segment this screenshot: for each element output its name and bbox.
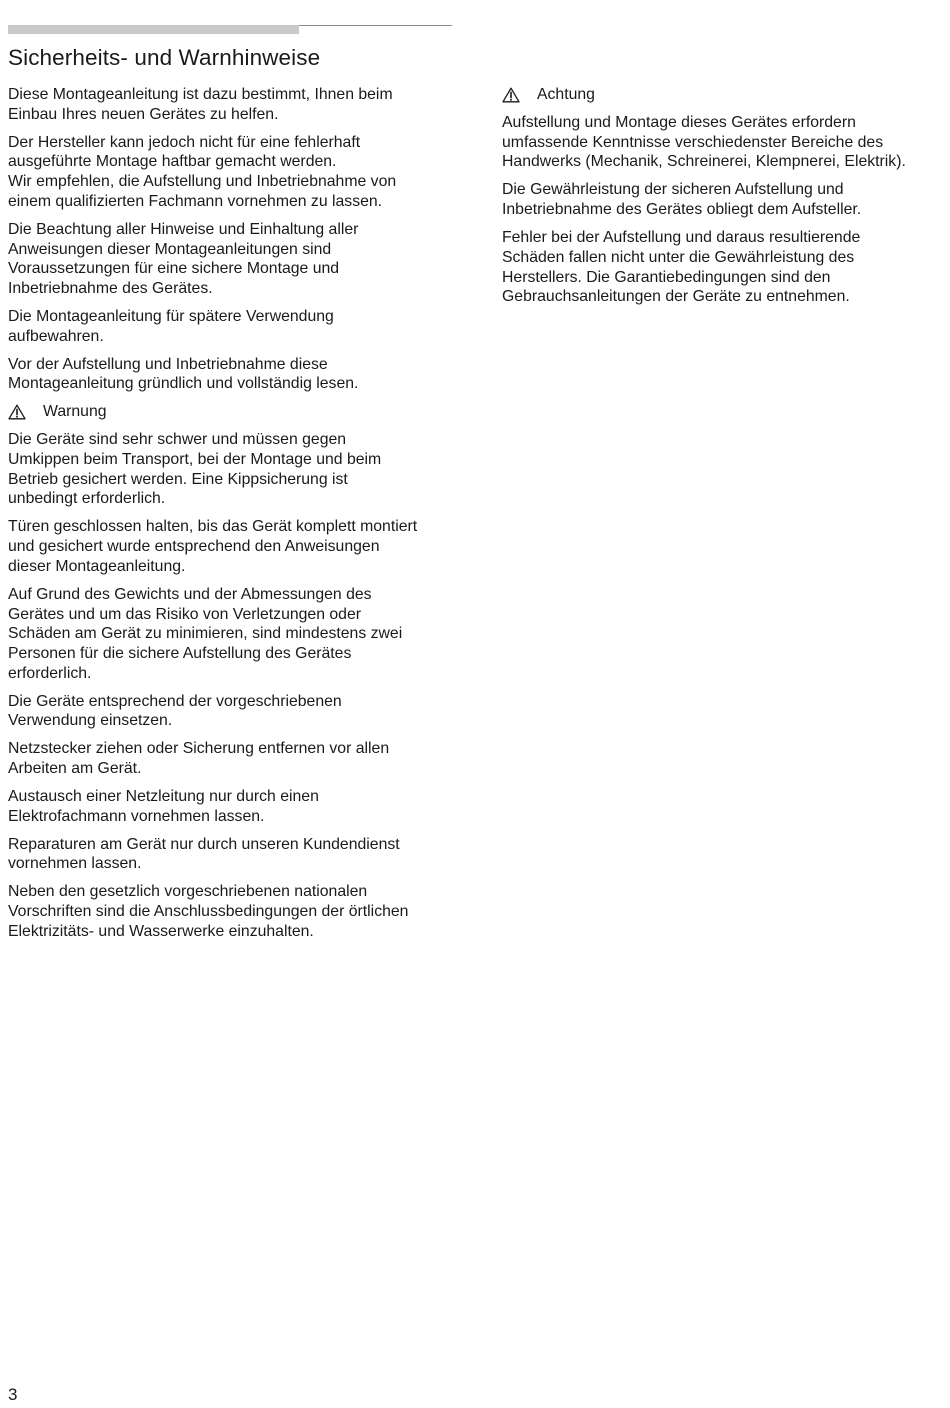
intro-paragraph [8,307,456,346]
intro-paragraph [8,85,456,124]
text-line: Elektrofachmann vornehmen lassen. [8,807,265,825]
text-line: erforderlich. [8,664,92,682]
text-line: Fehler bei der Aufstellung und daraus resultierende [502,229,861,247]
intro-paragraph [8,220,456,299]
text-line: umfassende Kenntnisse verschiedenster Bereiche des [502,133,884,151]
intro-section [8,85,456,394]
caution-paragraph [502,180,942,219]
text-line: Herstellers. Die Garantiebedingungen sind den [502,268,831,286]
text-line: Personen für die sichere Aufstellung des Gerätes [8,644,352,662]
text-line: Inbetriebnahme des Gerätes. [8,279,213,297]
text-line: Neben den gesetzlich vorgeschriebenen nationalen [8,883,368,901]
text-line: Gebrauchsanleitungen der Geräte zu entnehmen. [502,288,850,306]
left-column [8,85,456,950]
text-line: Die Montageanleitung für spätere Verwendung [8,307,334,325]
warning-paragraph [8,882,456,941]
text-line: Austausch einer Netzleitung nur durch einen [8,788,319,806]
warning-section [8,430,456,941]
text-line: Diese Montageanleitung ist dazu bestimmt, Ihnen beim [8,86,393,103]
caution-paragraph [502,113,942,172]
text-line: Türen geschlossen halten, bis das Gerät komplett montiert [8,518,418,536]
warning-triangle-icon [502,87,520,103]
page-title: Sicherheits- und Warnhinweise [8,45,321,70]
intro-paragraph [8,355,456,394]
text-line: einem qualifizierten Fachmann vornehmen zu lassen. [8,192,383,210]
text-line: Schäden am Gerät zu minimieren, sind mindestens zwei [8,625,403,643]
warning-paragraph [8,835,456,874]
text-line: aufbewahren. [8,327,104,345]
text-line: Inbetriebnahme des Gerätes obliegt dem Aufsteller. [502,201,862,219]
text-line: Anweisungen dieser Montageanleitungen sind [8,240,332,258]
text-line: Gerätes und um das Risiko von Verletzungen oder [8,605,362,623]
text-line: Auf Grund des Gewichts und der Abmessungen des [8,585,372,603]
text-line: Netzstecker ziehen oder Sicherung entfernen vor allen [8,740,390,758]
warning-triangle-icon [8,404,26,420]
text-line: vornehmen lassen. [8,855,142,873]
text-line: Der Hersteller kann jedoch nicht für eine fehlerhaft [8,133,361,151]
warning-paragraph [8,585,456,684]
warning-paragraph [8,787,456,826]
text-line: Handwerks (Mechanik, Schreinerei, Klempnerei, Elektrik). [502,153,906,171]
warning-paragraph [8,430,456,509]
warning-paragraph [8,517,456,576]
text-line: Voraussetzungen für eine sichere Montage und [8,260,340,278]
text-line: Arbeiten am Gerät. [8,760,142,778]
caution-heading [502,85,942,105]
text-line: Wir empfehlen, die Aufstellung und Inbetriebnahme von [8,173,397,191]
right-column [502,85,942,315]
intro-paragraph [8,133,456,212]
text-line: und gesichert wurde entsprechend den Anweisungen [8,538,380,556]
caution-paragraph [502,228,942,307]
caution-section [502,113,942,307]
text-line: Vorschriften sind die Anschlussbedingungen der örtlichen [8,903,409,921]
text-line: Verwendung einsetzen. [8,712,173,730]
text-line: Die Geräte sind sehr schwer und müssen gegen [8,431,347,449]
text-line: Schäden fallen nicht unter die Gewährleistung des [502,248,855,266]
warning-paragraph [8,692,456,731]
text-line: Einbau Ihres neuen Gerätes zu helfen. [8,105,279,123]
warning-paragraph [8,739,456,778]
page-number: 3 [8,1385,18,1404]
text-line: Elektrizitäts- und Wasserwerke einzuhalten. [8,922,314,940]
text-line: dieser Montageanleitung. [8,557,186,575]
text-line: Vor der Aufstellung und Inbetriebnahme diese [8,355,328,373]
header-bar [8,25,299,34]
text-line: Umkippen beim Transport, bei der Montage und beim [8,451,382,469]
text-line: Betrieb gesichert werden. Eine Kippsicherung ist [8,470,348,488]
text-line: unbedingt erforderlich. [8,490,166,508]
text-line: Aufstellung und Montage dieses Gerätes erfordern [502,113,856,131]
text-line: ausgeführte Montage haftbar gemacht werden. [8,153,337,171]
text-line: Montageanleitung gründlich und vollständig lesen. [8,375,359,393]
text-line: Die Geräte entsprechend der vorgeschriebenen [8,692,342,710]
warning-heading [8,402,456,422]
warning-label: Warnung [43,403,107,421]
text-line: Reparaturen am Gerät nur durch unseren Kundendienst [8,835,400,853]
caution-label: Achtung [537,86,595,103]
text-line: Die Gewährleistung der sicheren Aufstellung und [502,181,844,199]
text-line: Die Beachtung aller Hinweise und Einhaltung aller [8,220,359,238]
